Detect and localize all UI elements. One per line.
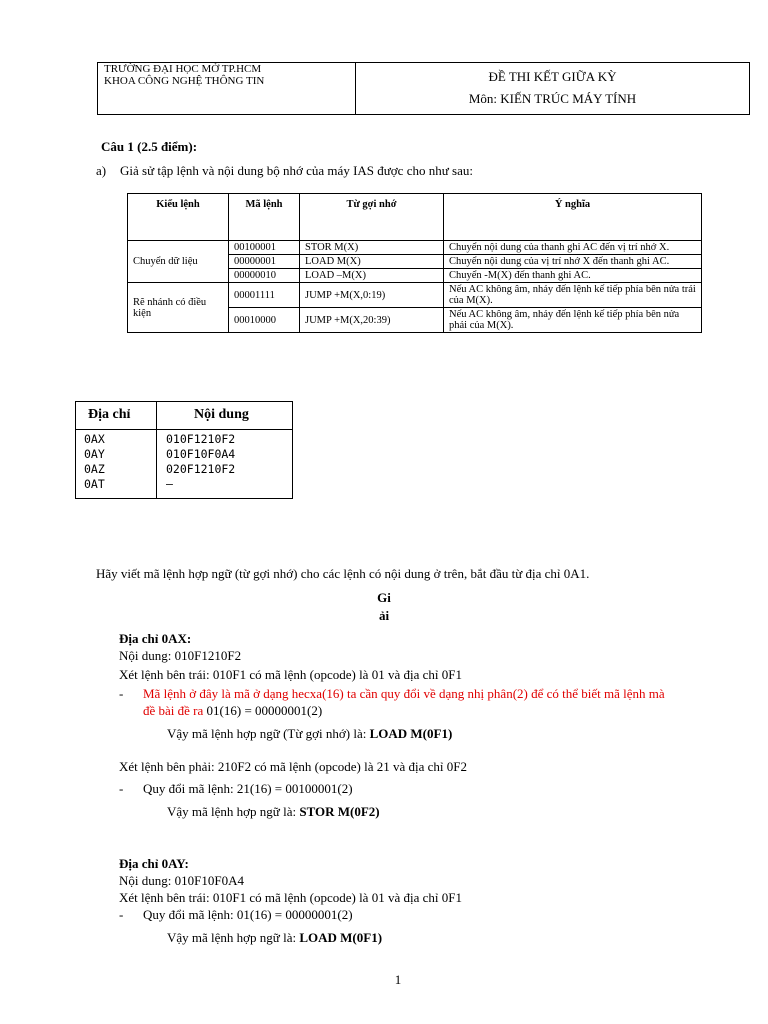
conversion-text: 01(16) = 00000001(2): [203, 703, 323, 718]
answer-block-0ax: [119, 630, 739, 822]
memory-table-header: [76, 402, 292, 430]
meaning-cell: Nếu AC không âm, nhảy đến lệnh kế tiếp phía bên nửa phải của M(X).: [444, 308, 702, 333]
answer-heading-line: Gi: [377, 590, 391, 605]
content-header: Nội dung: [194, 407, 249, 422]
content-cell: 010F10F0A4: [166, 447, 236, 461]
mnemonic-cell: LOAD M(X): [300, 255, 444, 269]
block-content: Nội dung: 010F1210F2: [119, 648, 242, 663]
school-name: TRƯỜNG ĐẠI HỌC MỞ TP.HCM: [104, 63, 262, 75]
block-title: Địa chỉ 0AX:: [119, 631, 192, 646]
header-cell: Ý nghĩa: [444, 194, 702, 241]
address-cell: 0AX: [84, 432, 105, 446]
address-column: [84, 432, 105, 492]
result-prefix: Vậy mã lệnh hợp ngữ là:: [167, 930, 300, 945]
instruction-table: [127, 193, 702, 333]
dash-marker: -: [119, 907, 124, 922]
result-value: STOR M(0F2): [299, 802, 380, 817]
header-cell: Từ gợi nhớ: [300, 194, 444, 241]
meaning-cell: Chuyển -M(X) đến thanh ghi AC.: [444, 269, 702, 283]
content-column: [166, 432, 235, 492]
mnemonic-cell: LOAD –M(X): [300, 269, 444, 283]
conversion-line: [119, 780, 739, 797]
subject-name: Môn: KIẾN TRÚC MÁY TÍNH: [468, 91, 637, 106]
result-value: LOAD M(0F1): [369, 726, 453, 741]
exam-title: ĐỀ THI KẾT GIỮA KỲ: [488, 69, 617, 84]
table-row: [128, 241, 702, 255]
code-cell: 00010000: [229, 308, 300, 333]
mnemonic-cell: STOR M(X): [300, 241, 444, 255]
code-cell: 00100001: [229, 241, 300, 255]
code-cell: 00000001: [229, 255, 300, 269]
group-cell: Chuyển dữ liệu: [128, 241, 229, 283]
memory-table-divider: [156, 402, 157, 498]
header-title-cell: [356, 63, 749, 114]
result-line: [119, 803, 739, 822]
block-title: Địa chỉ 0AY:: [119, 856, 189, 871]
result-line: [119, 725, 739, 744]
page-number: 1: [394, 972, 402, 987]
question-part-a: [96, 163, 473, 179]
table-row: [128, 283, 702, 308]
header-cell: Mã lệnh: [229, 194, 300, 241]
meaning-cell: Chuyển nội dung của thanh ghi AC đến vị trí nhớ X.: [444, 241, 702, 255]
exam-header: [97, 62, 750, 115]
task-prompt: Hãy viết mã lệnh hợp ngữ (từ gợi nhớ) cho các lệnh có nội dung ở trên, bắt đầu từ địa chỉ 0A1.: [96, 566, 590, 581]
conversion-line: [119, 906, 739, 923]
address-cell: 0AT: [84, 477, 105, 491]
code-cell: 00001111: [229, 283, 300, 308]
code-cell: 00000010: [229, 269, 300, 283]
group-cell: Rẽ nhánh có điều kiện: [128, 283, 229, 333]
dash-marker: -: [119, 779, 124, 794]
red-explanation: [119, 685, 739, 702]
header-school-cell: [98, 63, 356, 114]
part-a-marker: a): [96, 163, 107, 178]
dash-marker: -: [119, 686, 124, 701]
red-explanation-line: đề bài đề ra: [143, 703, 204, 718]
mnemonic-cell: JUMP +M(X,20:39): [300, 308, 444, 333]
memory-table: [75, 401, 293, 499]
instruction-table-header: [128, 194, 702, 241]
meaning-cell: Chuyển nội dung của vị trí nhớ X đến thanh ghi AC.: [444, 255, 702, 269]
address-header: Địa chỉ: [88, 407, 131, 422]
answer-heading-line: ải: [378, 608, 390, 623]
arrow-icon: [143, 805, 167, 822]
content-cell: 010F1210F2: [166, 432, 236, 446]
red-explanation-cont: [119, 702, 739, 719]
header-cell: Kiểu lệnh: [128, 194, 229, 241]
mnemonic-cell: JUMP +M(X,0:19): [300, 283, 444, 308]
arrow-icon: [143, 727, 167, 744]
result-line: [119, 929, 739, 948]
address-cell: 0AZ: [84, 462, 105, 476]
result-prefix: Vậy mã lệnh hợp ngữ (Từ gợi nhớ) là:: [167, 726, 370, 741]
meaning-cell: Nếu AC không âm, nhảy đến lệnh kế tiếp phía bên nửa trái của M(X).: [444, 283, 702, 308]
arrow-icon: [143, 931, 167, 948]
block-content: Nội dung: 010F10F0A4: [119, 873, 244, 888]
red-explanation-line: Mã lệnh ở đây là mã ở dạng hecxa(16) ta cần quy đổi về dạng nhị phân(2) để có thể biết mã lệnh mà: [143, 686, 665, 701]
result-prefix: Vậy mã lệnh hợp ngữ là:: [167, 802, 300, 817]
question-title: Câu 1 (2.5 điểm):: [101, 139, 198, 154]
right-instruction-line: Xét lệnh bên phải: 210F2 có mã lệnh (opcode) là 21 và địa chỉ 0F2: [119, 757, 468, 772]
content-cell: 020F1210F2: [166, 462, 236, 476]
conversion-text: Quy đổi mã lệnh: 21(16) = 00100001(2): [143, 779, 353, 794]
address-cell: 0AY: [84, 447, 105, 461]
faculty-name: KHOA CÔNG NGHỆ THÔNG TIN: [104, 75, 265, 87]
part-a-text: Giả sử tập lệnh và nội dung bộ nhớ của máy IAS được cho như sau:: [120, 163, 473, 178]
conversion-text: Quy đổi mã lệnh: 01(16) = 00000001(2): [143, 907, 353, 922]
result-value: LOAD M(0F1): [299, 930, 383, 945]
answer-heading: [0, 589, 768, 624]
left-instruction-line: Xét lệnh bên trái: 010F1 có mã lệnh (opcode) là 01 và địa chỉ 0F1: [119, 890, 462, 905]
answer-block-0ay: [119, 855, 739, 948]
content-cell: –: [166, 477, 173, 491]
left-instruction-line: Xét lệnh bên trái: 010F1 có mã lệnh (opcode) là 01 và địa chỉ 0F1: [119, 667, 462, 682]
